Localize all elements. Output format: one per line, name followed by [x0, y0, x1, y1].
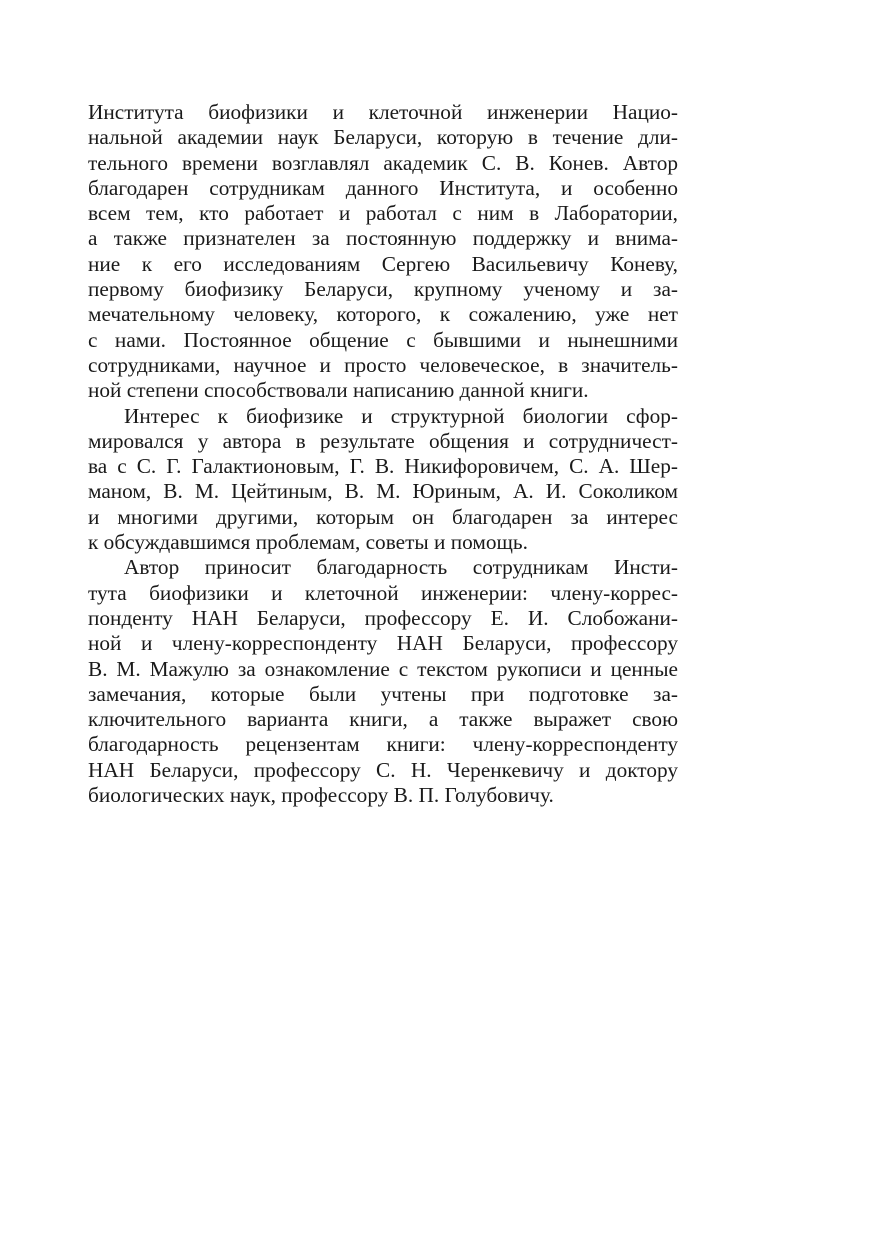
text-line: Автор приносит благодарность сотрудникам Инсти-	[124, 555, 678, 580]
paragraph-acknowledgement-institute	[88, 100, 678, 404]
text-line: ключительного варианта книги, а также выражет свою	[88, 707, 678, 732]
text-line: а также признателен за постоянную поддержку и внима-	[88, 226, 678, 251]
text-line: всем тем, кто работает и работал с ним в Лаборатории,	[88, 201, 678, 226]
text-line: тельного времени возглавлял академик С. В. Конев. Автор	[88, 150, 678, 175]
text-line: ва с С. Г. Галактионовым, Г. В. Никифоровичем, С. А. Шер-	[88, 454, 678, 479]
text-line: мировался у автора в результате общения и сотрудничест-	[88, 428, 678, 453]
paragraph-interest-biophysics	[88, 404, 678, 556]
text-line: ние к его исследованиям Сергею Васильевичу Коневу,	[88, 251, 678, 276]
paragraph-gratitude-reviewers	[88, 555, 678, 808]
text-line: ной и члену-корреспонденту НАН Беларуси, профессору	[88, 631, 678, 656]
text-line: биологических наук, профессору В. П. Голубовичу.	[88, 783, 554, 808]
text-line: замечания, которые были учтены при подготовке за-	[88, 681, 678, 706]
body-text	[88, 100, 678, 808]
text-line: тута биофизики и клеточной инженерии: члену-коррес-	[88, 580, 678, 605]
text-line: и многими другими, которым он благодарен за интерес	[88, 504, 678, 529]
text-line: Института биофизики и клеточной инженерии Нацио-	[88, 100, 678, 124]
text-line: с нами. Постоянное общение с бывшими и нынешними	[88, 327, 678, 352]
text-line: В. М. Мажулю за ознакомление с текстом рукописи и ценные	[88, 656, 678, 681]
text-line: благодарен сотрудникам данного Института, и особенно	[88, 175, 678, 200]
text-line: к обсуждавшимся проблемам, советы и помощь.	[88, 530, 528, 555]
text-line: первому биофизику Беларуси, крупному ученому и за-	[88, 277, 678, 302]
text-line: ной степени способствовали написанию данной книги.	[88, 378, 589, 403]
text-line: сотрудниками, научное и просто человеческое, в значитель-	[88, 352, 678, 377]
text-line: маном, В. М. Цейтиным, В. М. Юриным, А. И. Соколиком	[88, 479, 678, 504]
text-line: НАН Беларуси, профессору С. Н. Черенкевичу и доктору	[88, 757, 678, 782]
text-line: благодарность рецензентам книги: члену-корреспонденту	[88, 732, 678, 757]
text-line: мечательному человеку, которого, к сожалению, уже нет	[88, 302, 678, 327]
text-line: нальной академии наук Беларуси, которую в течение дли-	[88, 125, 678, 150]
text-line: Интерес к биофизике и структурной биологии сфор-	[124, 403, 678, 428]
text-line: понденту НАН Беларуси, профессору Е. И. Слобожани-	[88, 605, 678, 630]
